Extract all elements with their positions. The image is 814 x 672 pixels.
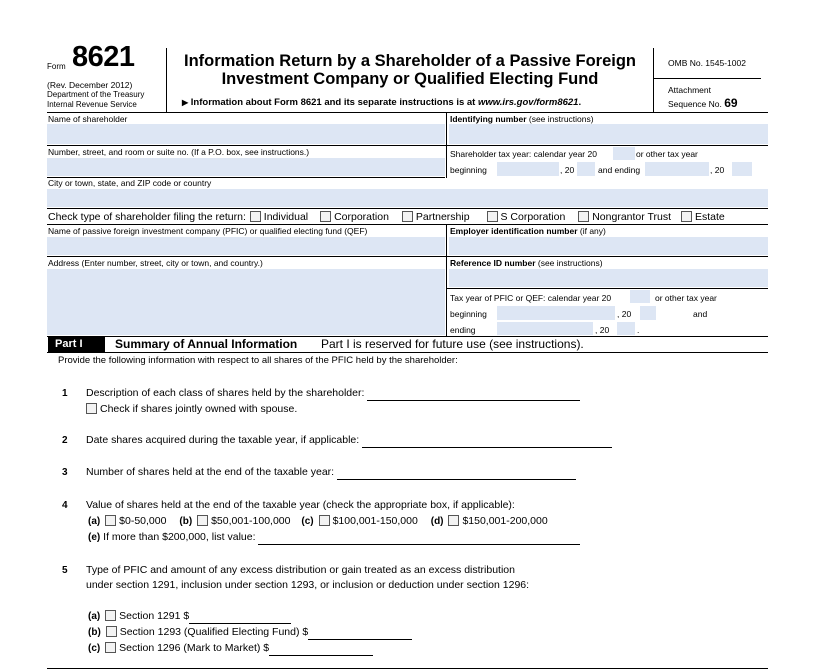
instructions-url[interactable]: www.irs.gov/form8621	[477, 97, 579, 108]
arrow-icon: ▶	[182, 98, 189, 107]
omb-number: OMB No. 1545-1002	[668, 58, 746, 68]
identifying-number-label: Identifying number (see instructions)	[450, 114, 594, 124]
line-5c: (c) Section 1296 (Mark to Market) $	[88, 641, 373, 656]
joint-ownership-checkbox[interactable]	[86, 403, 97, 414]
pfic-address-label: Address (Enter number, street, city or town, and country.)	[48, 258, 263, 268]
section-1291-amount-input[interactable]	[189, 610, 291, 624]
pfic-calendar-year-field[interactable]	[630, 290, 650, 303]
pfic-period: .	[637, 325, 640, 335]
pfic-comma20-b: , 20	[595, 325, 610, 335]
value-100001-150000-checkbox[interactable]	[319, 515, 330, 526]
irs-name: Internal Revenue Service	[47, 100, 137, 109]
instructions-text: Information about Form 8621 and its separate instructions is at	[190, 97, 478, 108]
line-4e-value-input[interactable]	[258, 531, 580, 545]
pfic-end-year-field[interactable]	[617, 322, 635, 335]
individual-checkbox[interactable]	[250, 211, 261, 222]
street-field[interactable]	[47, 158, 445, 176]
line-3: 3 Number of shares held at the end of the taxable year:	[62, 465, 576, 480]
city-field[interactable]	[47, 189, 768, 207]
pfic-ending-label: ending	[450, 325, 476, 335]
line-5-cont: under section 1291, inclusion under section 1293, or inclusion or deduction under section 1296:	[86, 579, 530, 591]
section-1296-amount-input[interactable]	[269, 642, 373, 656]
department: Department of the Treasury	[47, 90, 145, 99]
city-label: City or town, state, and ZIP code or country	[48, 178, 212, 188]
ein-field[interactable]	[449, 237, 768, 255]
line-4e: (e) If more than $200,000, list value:	[88, 530, 580, 545]
shareholder-and-ending-label: and ending	[598, 165, 641, 175]
line-5b: (b) Section 1293 (Qualified Electing Fund) $	[88, 625, 412, 640]
pfic-tax-year-label: Tax year of PFIC or QEF: calendar year 20	[450, 293, 612, 303]
line-2: 2 Date shares acquired during the taxable year, if applicable:	[62, 433, 612, 448]
form-word: Form	[47, 62, 66, 71]
estate-checkbox[interactable]	[681, 211, 692, 222]
corporation-checkbox[interactable]	[320, 211, 331, 222]
form-title-line2: Investment Company or Qualified Electing Fund	[221, 70, 599, 88]
instructions-line: ▶ Information about Form 8621 and its separate instructions is at www.irs.gov/form8621.	[182, 97, 582, 108]
check-type-label: Check type of shareholder filing the return:	[48, 211, 246, 223]
part1-reserved-note: Part I is reserved for future use (see instructions).	[321, 337, 584, 351]
partnership-checkbox[interactable]	[402, 211, 413, 222]
pfic-begin-year-field[interactable]	[640, 306, 656, 320]
pfic-name-label: Name of passive foreign investment company (PFIC) or qualified electing fund (QEF)	[48, 226, 368, 236]
pfic-beginning-label: beginning	[450, 309, 487, 319]
section-1293-checkbox[interactable]	[106, 626, 117, 637]
form-revision: (Rev. December 2012)	[47, 80, 133, 90]
part1-intro: Provide the following information with respect to all shares of the PFIC held by the shareholder:	[58, 355, 458, 366]
shareholder-other-tax-year-label: or other tax year	[636, 149, 698, 159]
shareholder-calendar-year-field[interactable]	[613, 147, 635, 160]
reference-id-field[interactable]	[449, 269, 768, 287]
part1-title: Summary of Annual Information	[115, 337, 298, 351]
attachment-label: Attachment	[668, 85, 711, 95]
pfic-other-tax-year-label: or other tax year	[655, 293, 717, 303]
reference-id-label: Reference ID number (see instructions)	[450, 258, 603, 268]
shareholder-comma20-b: , 20	[710, 165, 725, 175]
shareholder-begin-year-field[interactable]	[577, 162, 595, 176]
part1-badge: Part I	[48, 337, 105, 352]
form-number: 8621	[72, 41, 135, 73]
shareholder-beginning-field[interactable]	[497, 162, 559, 176]
pfic-comma20-a: , 20	[617, 309, 632, 319]
line-3-shares-input[interactable]	[337, 466, 576, 480]
shareholder-tax-year-label: Shareholder tax year: calendar year 20	[450, 149, 597, 159]
shareholder-end-year-field[interactable]	[732, 162, 752, 176]
section-1296-checkbox[interactable]	[105, 642, 116, 653]
form-title-line1: Information Return by a Shareholder of a Passive Foreign	[183, 52, 636, 70]
s-corporation-checkbox[interactable]	[487, 211, 498, 222]
nongrantor-trust-checkbox[interactable]	[578, 211, 589, 222]
line-5a: (a) Section 1291 $	[88, 609, 291, 624]
ein-label: Employer identification number (if any)	[450, 226, 606, 236]
pfic-address-field[interactable]	[47, 269, 445, 335]
pfic-and-label: and	[693, 309, 708, 319]
line-1: 1 Description of each class of shares held by the shareholder:	[62, 386, 580, 401]
shareholder-name-label: Name of shareholder	[48, 114, 128, 124]
pfic-ending-field[interactable]	[497, 322, 593, 335]
line-4: 4 Value of shares held at the end of the taxable year (check the appropriate box, if applicable):	[62, 499, 515, 511]
value-0-50000-checkbox[interactable]	[105, 515, 116, 526]
shareholder-name-field[interactable]	[47, 124, 445, 144]
line-1-description-input[interactable]	[367, 387, 580, 401]
pfic-beginning-field[interactable]	[497, 306, 615, 320]
sequence-number: Sequence No. 69	[668, 96, 738, 110]
shareholder-ending-field[interactable]	[645, 162, 709, 176]
section-1293-amount-input[interactable]	[308, 626, 412, 640]
line-4-options: (a) $0-50,000 (b) $50,001-100,000 (c) $100,001-150,000 (d) $150,001-200,000	[88, 515, 548, 527]
value-150001-200000-checkbox[interactable]	[448, 515, 459, 526]
line-number: 1	[62, 388, 68, 399]
shareholder-comma20-a: , 20	[560, 165, 575, 175]
section-1291-checkbox[interactable]	[105, 610, 116, 621]
shareholder-type-row: Check type of shareholder filing the return: Individual Corporation Partnership S Corporation Nongrantor Trust Estate	[48, 211, 725, 223]
line-5: 5 Type of PFIC and amount of any excess distribution or gain treated as an excess distribution	[62, 564, 515, 576]
line-1-joint: Check if shares jointly owned with spouse.	[86, 402, 297, 416]
shareholder-beginning-label: beginning	[450, 165, 487, 175]
pfic-name-field[interactable]	[47, 237, 445, 255]
value-50001-100000-checkbox[interactable]	[197, 515, 208, 526]
line-2-date-input[interactable]	[362, 434, 612, 448]
form-header	[0, 0, 814, 112]
street-label: Number, street, and room or suite no. (If a P.O. box, see instructions.)	[48, 147, 310, 157]
identifying-number-field[interactable]	[449, 124, 768, 144]
